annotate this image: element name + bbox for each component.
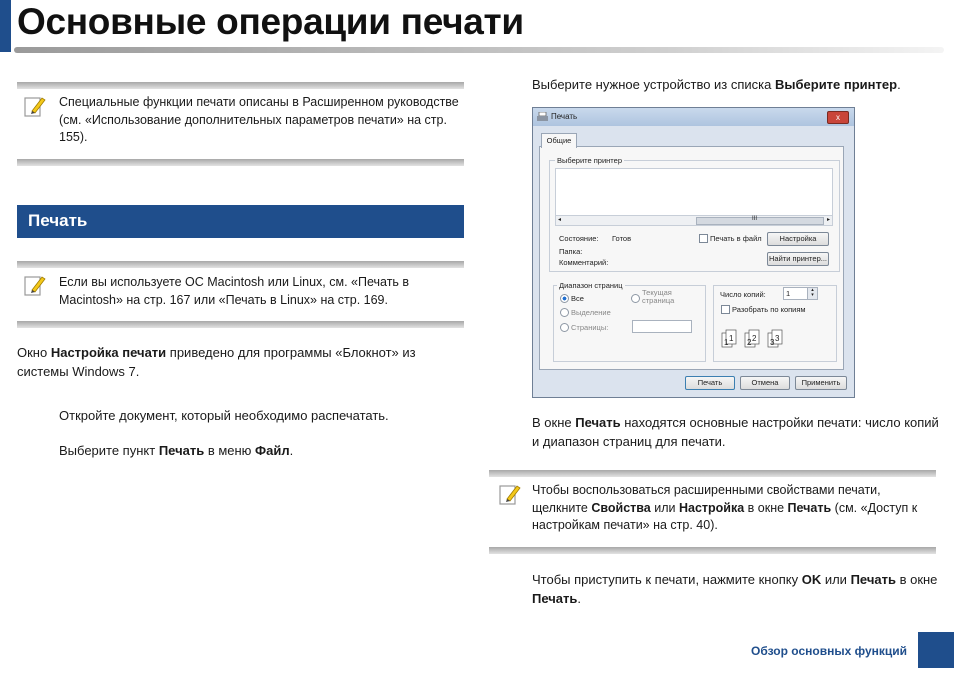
svg-text:3: 3 xyxy=(775,334,780,343)
intro-paragraph: Окно Настройка печати приведено для программы «Блокнот» из системы Windows 7. xyxy=(17,345,416,379)
pages-input[interactable] xyxy=(632,320,692,333)
print-to-file-label: Печать в файл xyxy=(710,234,762,243)
collate-label: Разобрать по копиям xyxy=(732,305,806,314)
svg-text:1: 1 xyxy=(724,338,729,347)
step-select-print-menu: Выберите пункт Печать в меню Файл. xyxy=(59,443,294,458)
copies-stepper[interactable]: 1 ▴ ▾ xyxy=(783,287,818,300)
collate-pages-icon xyxy=(721,327,793,351)
tab-general[interactable]: Общие xyxy=(541,133,577,148)
svg-text:2: 2 xyxy=(747,338,752,347)
close-button[interactable]: x xyxy=(827,111,849,124)
printer-icon xyxy=(537,112,548,122)
status-value: Готов xyxy=(612,234,632,243)
range-all-label: Все xyxy=(571,294,584,303)
title-divider xyxy=(14,47,944,53)
print-button[interactable]: Печать xyxy=(685,376,735,390)
apply-button[interactable]: Применить xyxy=(795,376,847,390)
note-box-2 xyxy=(17,261,464,328)
print-dialog-screenshot xyxy=(532,107,855,398)
step-select-printer: Выберите нужное устройство из списка Выберите принтер. xyxy=(532,77,901,92)
collate-checkbox[interactable] xyxy=(721,305,730,314)
note-3-text: Чтобы воспользоваться расширенными свойствами печати, щелкните Свойства или Настройка в окне Печать (см. «Доступ к настройкам печати» на стр. 40). xyxy=(532,483,918,532)
note-2-text: Если вы используете ОС Macintosh или Linux, см. «Печать в Macintosh» на стр. 167 или «Печать в Linux» на стр. 169. xyxy=(59,275,410,307)
page-title: Основные операции печати xyxy=(17,1,524,42)
status-label: Состояние: xyxy=(559,234,599,243)
svg-text:2: 2 xyxy=(752,334,757,343)
settings-button[interactable]: Настройка xyxy=(767,232,829,246)
svg-text:3: 3 xyxy=(770,338,775,347)
step-start-printing: Чтобы приступить к печати, нажмите кнопку OK или Печать в окне Печать. xyxy=(532,572,938,606)
svg-text:1: 1 xyxy=(729,334,734,343)
range-selection-radio[interactable] xyxy=(560,308,569,317)
cancel-button[interactable]: Отмена xyxy=(740,376,790,390)
note-pencil-icon xyxy=(24,95,46,119)
note-box-3 xyxy=(489,470,936,554)
location-label: Папка: xyxy=(559,247,583,256)
print-to-file-checkbox[interactable] xyxy=(699,234,708,243)
page-range-label: Диапазон страниц xyxy=(559,281,623,290)
footer-chapter-label: Обзор основных функций xyxy=(751,644,907,658)
dialog-titlebar xyxy=(533,108,854,126)
note-box-1 xyxy=(17,82,464,166)
find-printer-button[interactable]: Найти принтер... xyxy=(767,252,829,266)
note-pencil-icon xyxy=(499,483,521,507)
note-1-text: Специальные функции печати описаны в Расширенном руководстве (см. «Использование дополнительных параметров печати» на стр. 155). xyxy=(59,95,459,144)
comment-label: Комментарий: xyxy=(559,258,609,267)
range-current-label: Текущая страница xyxy=(642,288,675,305)
range-pages-radio[interactable] xyxy=(560,323,569,332)
dialog-description: В окне Печать находятся основные настройки печати: число копий и диапазон страниц для печати. xyxy=(532,415,939,449)
range-current-radio[interactable] xyxy=(631,294,640,303)
printer-list-scrollbar[interactable]: ◂ III ▸ xyxy=(555,215,833,226)
page-number-box xyxy=(918,632,954,668)
range-selection-label: Выделение xyxy=(571,308,611,317)
title-accent-bar xyxy=(0,0,11,52)
range-pages-label: Страницы: xyxy=(571,323,609,332)
range-all-radio[interactable] xyxy=(560,294,569,303)
step-open-document: Откройте документ, который необходимо распечатать. xyxy=(59,408,389,423)
copies-label: Число копий: xyxy=(720,290,766,299)
printer-list[interactable] xyxy=(555,168,833,216)
select-printer-label: Выберите принтер xyxy=(557,156,622,165)
dialog-title: Печать xyxy=(551,112,578,121)
note-pencil-icon xyxy=(24,274,46,298)
section-heading-print: Печать xyxy=(17,205,464,238)
